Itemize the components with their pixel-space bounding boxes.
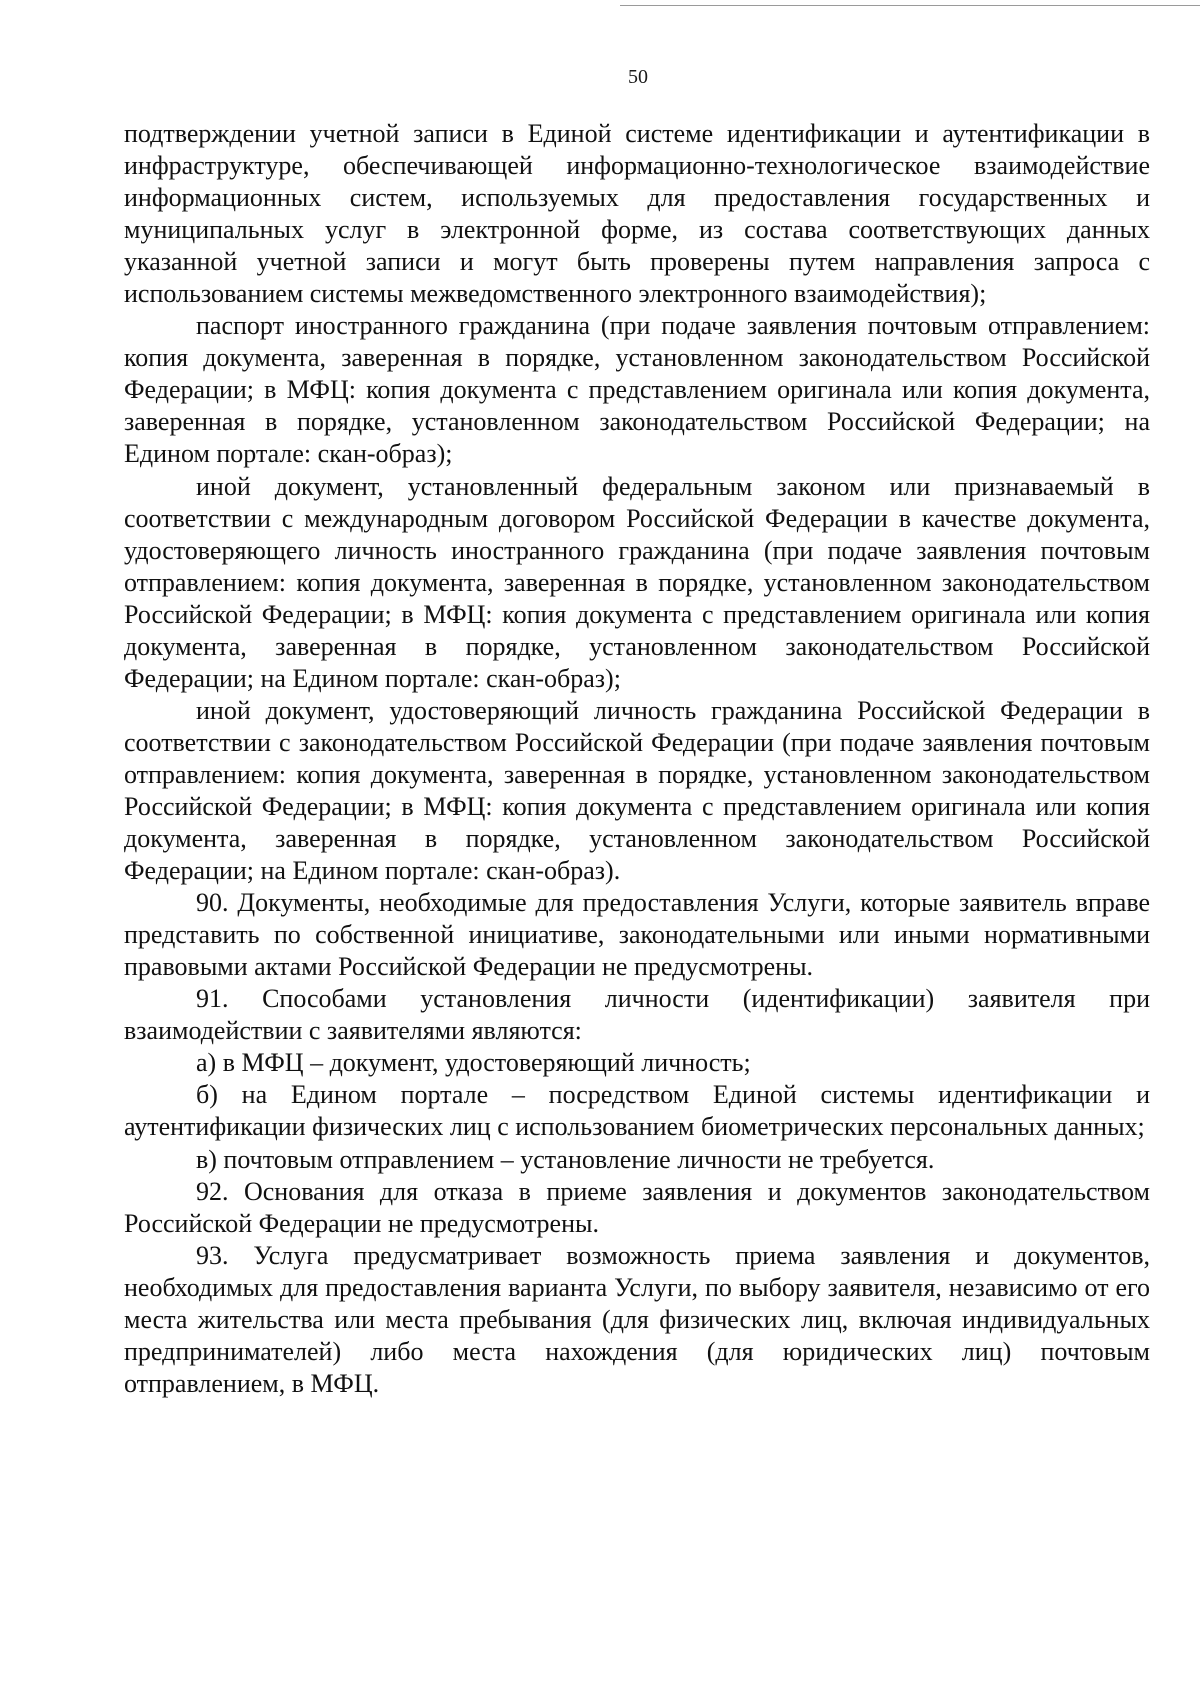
paragraph-item-91-b: б) на Едином портале – посредством Единой системы идентификации и аутентификации физических лиц с использованием биометрических персональных данных;: [124, 1080, 1150, 1142]
paragraph-item-92: 92. Основания для отказа в приеме заявления и документов законодательством Российской Федерации не предусмотрены.: [124, 1176, 1150, 1238]
document-body: [124, 118, 1150, 1400]
paragraph-item-90: 90. Документы, необходимые для предоставления Услуги, которые заявитель вправе представить по собственной инициативе, законодательными или иными нормативными правовыми актами Российской Федерации не предусмотрены.: [124, 888, 1150, 982]
paragraph-item-91-a: а) в МФЦ – документ, удостоверяющий личность;: [196, 1048, 751, 1078]
paragraph-other-document-foreign: иной документ, установленный федеральным законом или признаваемый в соответствии с международным договором Российской Федерации в качестве документа, удостоверяющего личность иностранного гражданина (при подаче заявления почтовым отправлением: копия документа, заверенная в порядке, установленном законодательством Российской Федерации; в МФЦ: копия документа с представлением оригинала или копия документа, заверенная в порядке, установленном законодательством Российской Федерации; на Едином портале: скан-образ);: [124, 471, 1150, 693]
page-number: 50: [628, 66, 648, 88]
paragraph-item-91: 91. Способами установления личности (идентификации) заявителя при взаимодействии с заявителями являются:: [124, 984, 1150, 1046]
paragraph-item-93: 93. Услуга предусматривает возможность приема заявления и документов, необходимых для предоставления варианта Услуги, по выбору заявителя, независимо от его места жительства или места пребывания (для физических лиц, включая индивидуальных предпринимателей) либо места нахождения (для юридических лиц) почтовым отправлением, в МФЦ.: [124, 1240, 1150, 1398]
paragraph-other-document-citizen: иной документ, удостоверяющий личность гражданина Российской Федерации в соответствии с законодательством Российской Федерации (при подаче заявления почтовым отправлением: копия документа, заверенная в порядке, установленном законодательством Российской Федерации; в МФЦ: копия документа с представлением оригинала или копия документа, заверенная в порядке, установленном законодательством Российской Федерации; на Едином портале: скан-образ).: [124, 695, 1150, 886]
paragraph-item-91-c: в) почтовым отправлением – установление личности не требуется.: [196, 1144, 935, 1174]
top-edge-line: [620, 5, 1200, 6]
paragraph-continuation: подтверждении учетной записи в Единой системе идентификации и аутентификации в инфраструктуре, обеспечивающей информационно-технологическое взаимодействие информационных систем, используемых для предоставления государственных и муниципальных услуг в электронной форме, из состава соответствующих данных указанной учетной записи и могут быть проверены путем направления запроса с использованием системы межведомственного электронного взаимодействия);: [124, 119, 1150, 309]
paragraph-passport-foreign: паспорт иностранного гражданина (при подаче заявления почтовым отправлением: копия документа, заверенная в порядке, установленном законодательством Российской Федерации; в МФЦ: копия документа с представлением оригинала или копия документа, заверенная в порядке, установленном законодательством Российской Федерации; на Едином портале: скан-образ);: [124, 311, 1150, 469]
